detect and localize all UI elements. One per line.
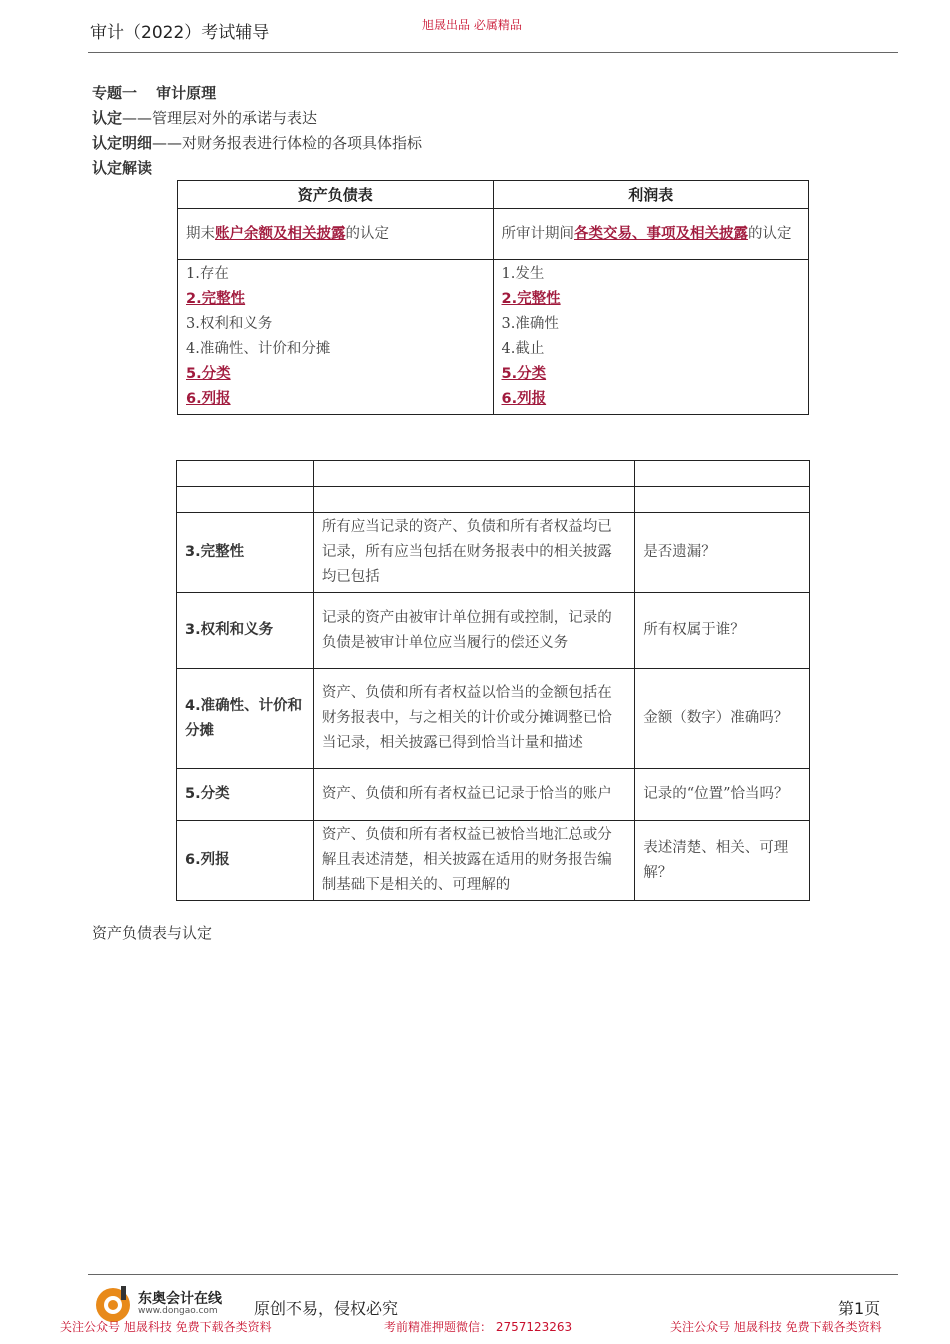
balance-sheet-description: 期末账户余额及相关披露的认定	[178, 209, 494, 260]
assertion-category-table	[177, 180, 809, 415]
assertion-item: 1.存在	[186, 266, 229, 282]
assertion-question: 是否遗漏？	[635, 513, 810, 593]
page-number: 第1页	[838, 1299, 881, 1318]
table-row	[177, 769, 810, 821]
assertion-definition	[92, 107, 317, 128]
assertion-item: 6.列报	[501, 391, 547, 407]
topic-label: 专题一	[92, 84, 138, 102]
assertion-description: 资产、负债和所有者权益已被恰当地汇总或分解且表述清楚，相关披露在适用的财务报告编制基础下是相关的、可理解的	[313, 821, 634, 901]
logo-name: 东奥会计在线	[138, 1291, 222, 1307]
assertion-name: 6.列报	[177, 821, 314, 901]
section-heading: 资产负债表与认定	[92, 924, 213, 942]
highlight-text: 账户余额及相关披露	[215, 225, 346, 242]
assertion-name: 3.权利和义务	[177, 593, 314, 669]
header-income-statement: 利润表	[493, 181, 809, 209]
table-row	[177, 513, 810, 593]
assertion-item: 5.分类	[501, 366, 547, 382]
detail-definition	[92, 132, 422, 153]
assertion-def: ——管理层对外的承诺与表达	[122, 109, 318, 127]
assertion-description: 资产、负债和所有者权益以恰当的金额包括在财务报表中，与之相关的计价或分摊调整已恰当记录，相关披露已得到恰当计量和描述	[313, 669, 634, 769]
assertion-item: 4.截止	[501, 341, 545, 357]
assertion-item: 3.准确性	[501, 316, 559, 332]
header-balance-sheet: 资产负债表	[178, 181, 494, 209]
income-statement-description: 所审计期间各类交易、事项及相关披露的认定	[493, 209, 809, 260]
reading-heading: 认定解读	[92, 159, 153, 177]
footer-slogan: 原创不易，侵权必究	[254, 1299, 399, 1318]
assertion-item: 2.完整性	[501, 291, 561, 307]
empty-row	[177, 487, 810, 513]
assertion-item: 4.准确性、计价和分摊	[186, 341, 331, 357]
assertion-question: 所有权属于谁？	[635, 593, 810, 669]
balance-sheet-assertions	[178, 260, 494, 415]
header-divider	[88, 52, 898, 53]
document-title: 审计（2022）考试辅导	[90, 23, 270, 43]
assertion-description: 资产、负债和所有者权益已记录于恰当的账户	[313, 769, 634, 821]
highlight-text: 各类交易、事项及相关披露	[574, 225, 748, 242]
assertion-item: 5.分类	[186, 366, 231, 382]
assertion-name: 3.完整性	[177, 513, 314, 593]
assertion-question: 金额（数字）准确吗？	[635, 669, 810, 769]
logo-url: www.dongao.com	[138, 1306, 218, 1316]
detail-def: ——对财务报表进行体检的各项具体指标	[152, 134, 423, 152]
assertion-detail-table	[176, 460, 810, 901]
footer-note-left: 关注公众号 旭晟科技 免费下载各类资料	[60, 1320, 272, 1334]
table-row	[177, 669, 810, 769]
brand-tagline: 旭晟出品 必属精品	[422, 18, 522, 32]
table-row	[177, 821, 810, 901]
assertion-question: 记录的“位置”恰当吗？	[635, 769, 810, 821]
assertion-item: 6.列报	[186, 391, 231, 407]
detail-term: 认定明细	[92, 134, 153, 152]
assertion-term: 认定	[92, 109, 123, 127]
footer-note-right: 关注公众号 旭晟科技 免费下载各类资料	[670, 1320, 882, 1334]
table-row	[177, 593, 810, 669]
empty-header-row	[177, 461, 810, 487]
income-statement-assertions	[493, 260, 809, 415]
assertion-name: 5.分类	[177, 769, 314, 821]
footer-divider	[88, 1274, 898, 1275]
topic-heading	[92, 82, 216, 103]
assertion-question: 表述清楚、相关、可理解？	[635, 821, 810, 901]
assertion-name: 4.准确性、计价和分摊	[177, 669, 314, 769]
footer-note-center: 考前精准押题微信： 2757123263	[384, 1320, 573, 1334]
assertion-description: 所有应当记录的资产、负债和所有者权益均已记录，所有应当包括在财务报表中的相关披露均已包括	[313, 513, 634, 593]
assertion-item: 2.完整性	[186, 291, 246, 307]
topic-name: 审计原理	[156, 84, 217, 102]
assertion-item: 1.发生	[501, 266, 545, 282]
assertion-item: 3.权利和义务	[186, 316, 273, 332]
assertion-description: 记录的资产由被审计单位拥有或控制，记录的负债是被审计单位应当履行的偿还义务	[313, 593, 634, 669]
